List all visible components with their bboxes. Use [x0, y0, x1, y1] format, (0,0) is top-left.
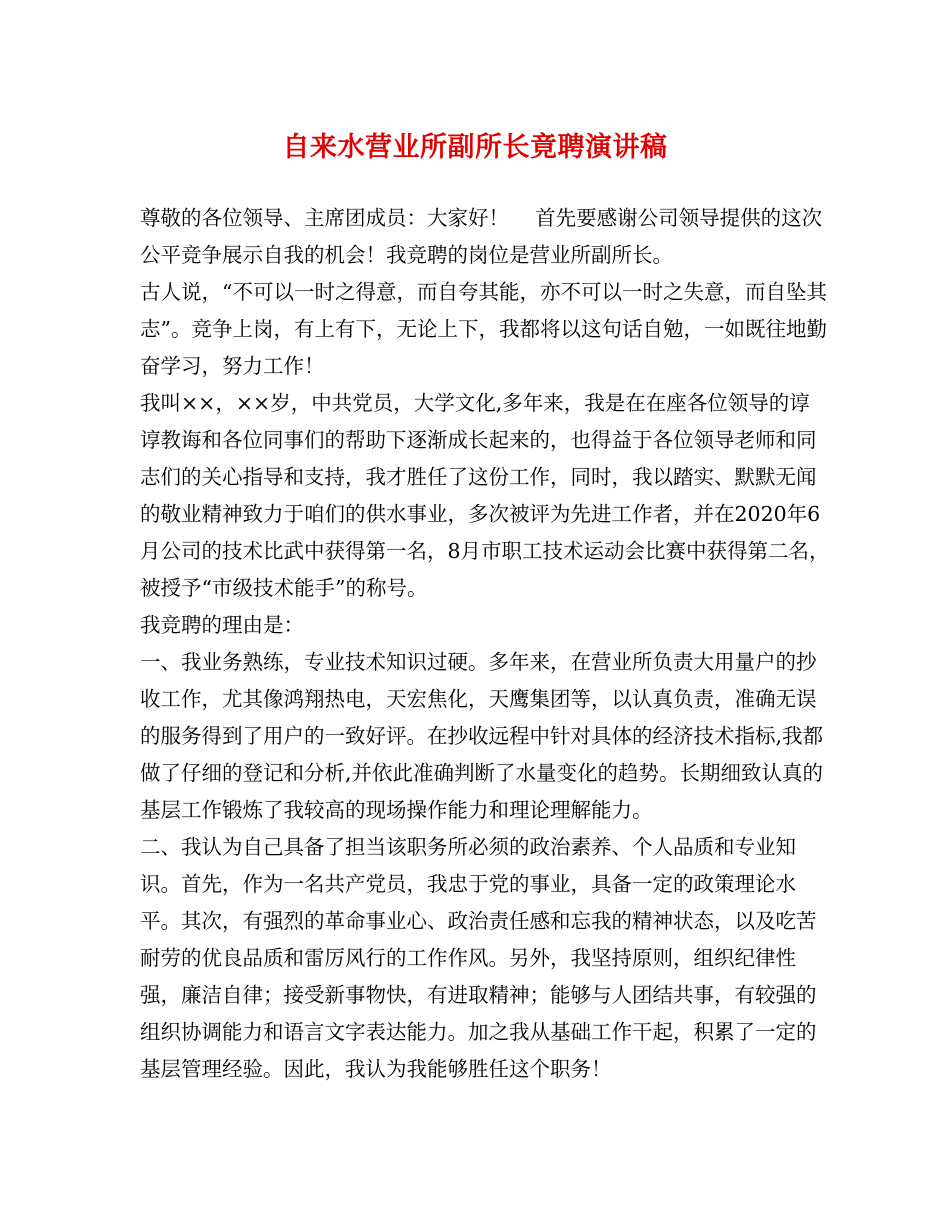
paragraph-greeting: 尊敬的各位领导、主席团成员：大家好！ 首先要感谢公司领导提供的这次公平竞争展示自我的机会！我竞聘的岗位是营业所副所长。: [140, 206, 823, 267]
paragraph-self-introduction: 我叫××，××岁，中共党员，大学文化,多年来，我是在在座各位领导的谆谆教诲和各位同事们的帮助下逐渐成长起来的，也得益于各位领导老师和同志们的关心指导和支持，我才胜任了这份工作，同时，我以踏实、默默无闻的敬业精神致力于咱们的供水事业，多次被评为先进工作者，并在2020年6月公司的技术比武中获得第一名，8月市职工技术运动会比赛中获得第二名，被授予“市级技术能手”的称号。: [140, 391, 830, 600]
document-body: [140, 200, 830, 1088]
paragraph-reason-two: 二、我认为自己具备了担当该职务所必须的政治素养、个人品质和专业知识。首先，作为一名共产党员，我忠于党的事业，具备一定的政策理论水平。其次，有强烈的革命事业心、政治责任感和忘我的精神状态，以及吃苦耐劳的优良品质和雷厉风行的工作作风。另外，我坚持原则，组织纪律性强，廉洁自律；接受新事物快，有进取精神；能够与人团结共事，有较强的组织协调能力和语言文字表达能力。加之我从基础工作干起，积累了一定的基层管理经验。因此，我认为我能够胜任这个职务！: [140, 835, 817, 1081]
document-title: 自来水营业所副所长竟聘演讲稿: [282, 132, 668, 163]
paragraph-reason-one: 一、我业务熟练，专业技术知识过硬。多年来，在营业所负责大用量户的抄收工作，尤其像鸿翔热电，天宏焦化，天鹰集团等，以认真负责，准确无误的服务得到了用户的一致好评。在抄收远程中针对具体的经济技术指标,我都做了仔细的登记和分析,并依此准确判断了水量变化的趋势。长期细致认真的基层工作锻炼了我较高的现场操作能力和理论理解能力。: [140, 650, 824, 822]
paragraph-reasons-heading: 我竞聘的理由是：: [140, 613, 304, 637]
paragraph-quote: 古人说，“不可以一时之得意，而自夸其能，亦不可以一时之失意，而自坠其志”。竞争上岗，有上有下，无论上下，我都将以这句话自勉，一如既往地勤奋学习，努力工作！: [140, 280, 827, 378]
